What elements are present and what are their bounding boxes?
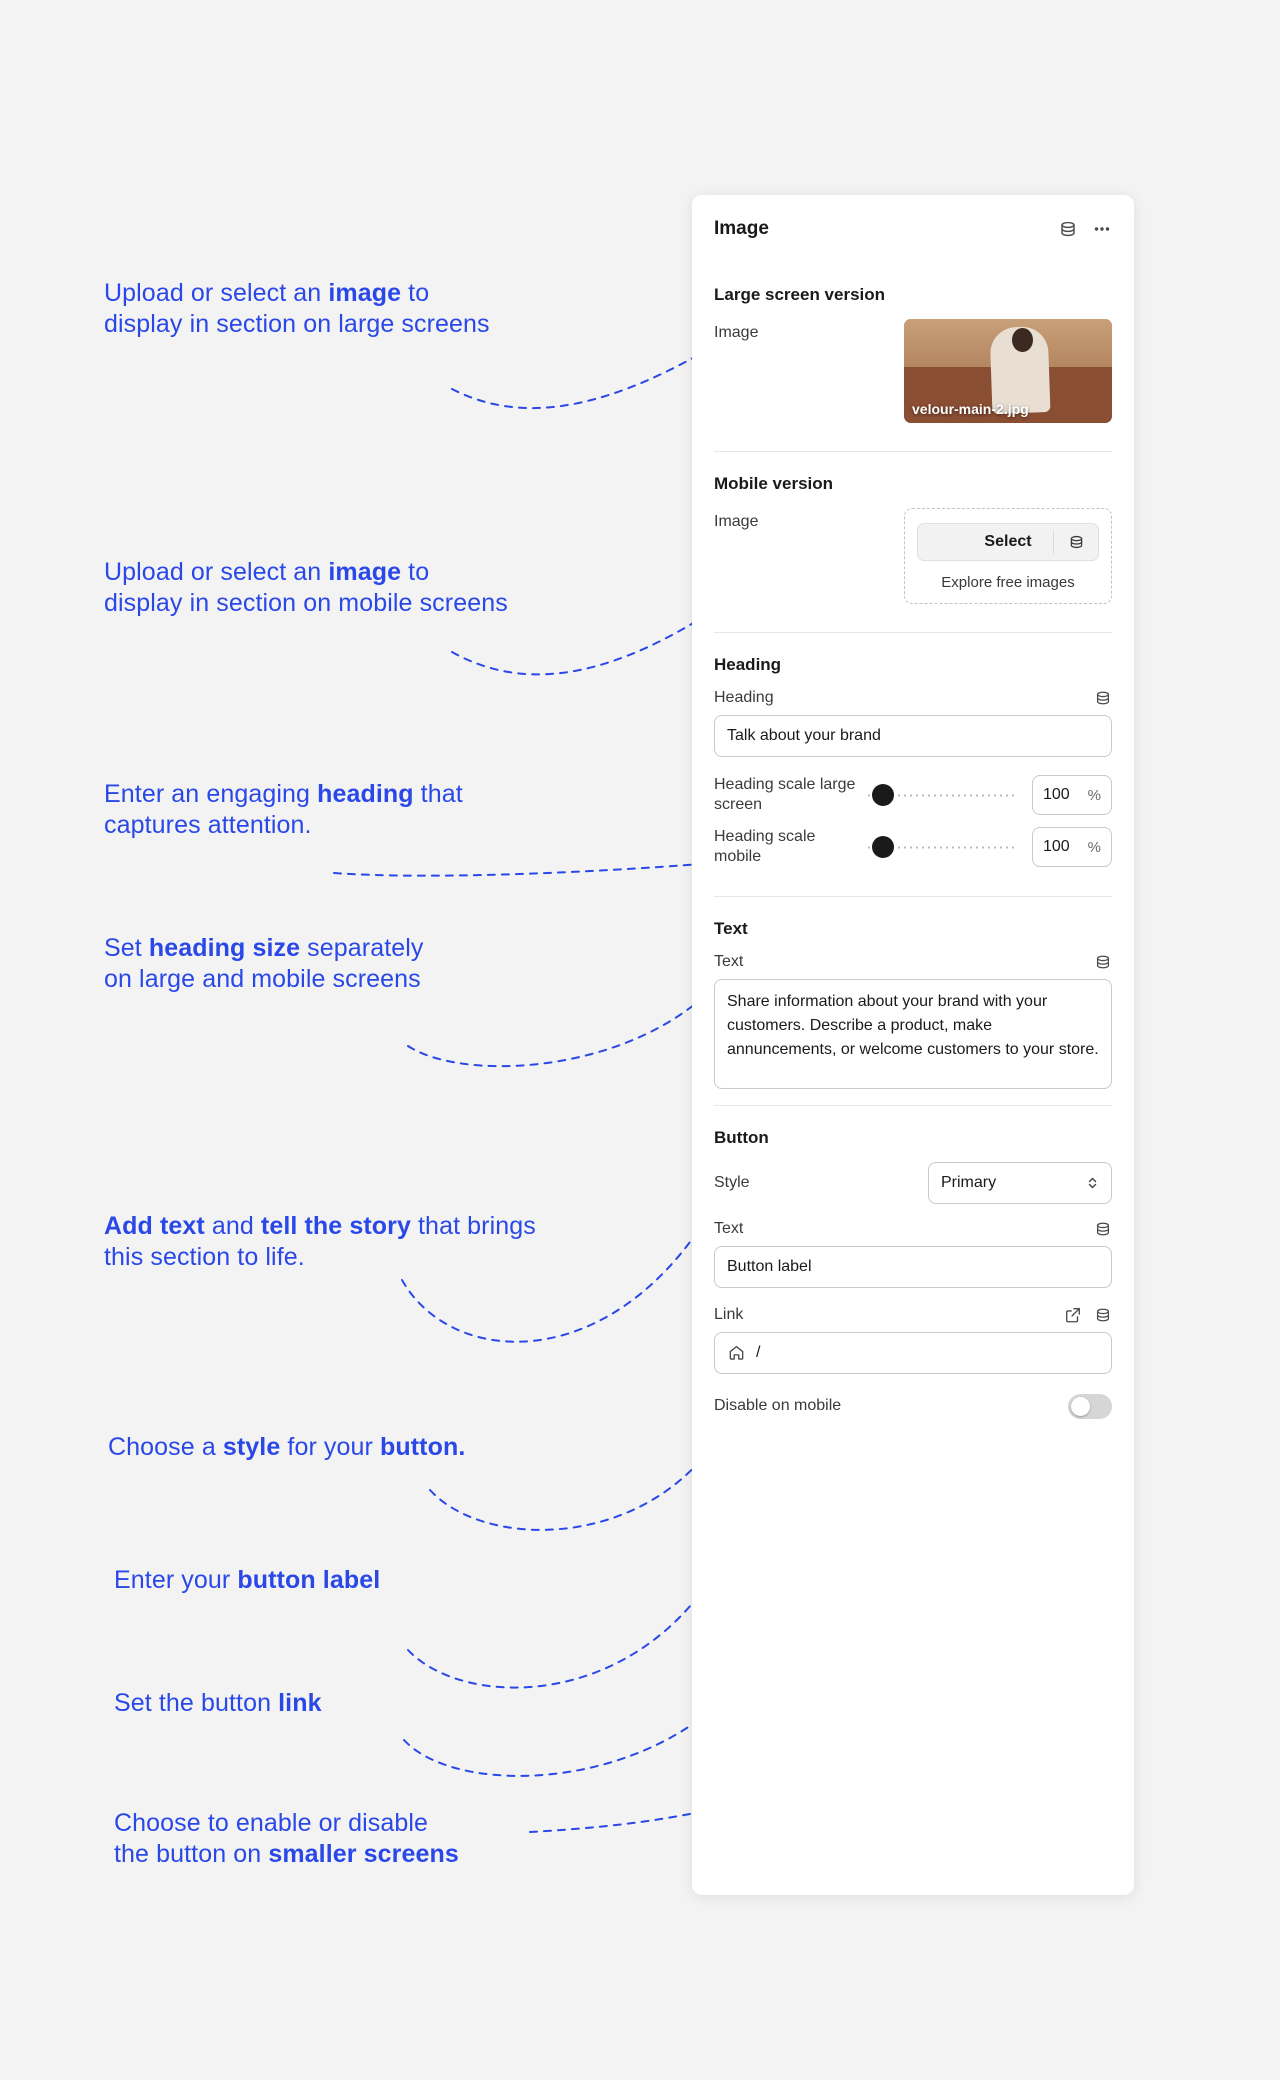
heading-scale-mobile-value[interactable] <box>1032 827 1112 867</box>
button-text-label-row <box>714 1220 1112 1238</box>
scale-large-number: 100 <box>1043 786 1070 804</box>
large-screen-version-label: Large screen version <box>714 285 886 304</box>
text-textarea[interactable]: Share information about your brand with your customers. Describe a product, make annuncements, or welcome customers to your store. <box>714 979 1112 1089</box>
row-heading-scale-large <box>714 775 1112 815</box>
disable-on-mobile-toggle[interactable] <box>1068 1394 1112 1419</box>
database-icon[interactable] <box>1094 689 1112 707</box>
settings-panel <box>692 195 1134 1895</box>
button-link-value: / <box>756 1343 761 1361</box>
database-icon[interactable] <box>1094 1306 1112 1324</box>
row-disable-on-mobile <box>714 1394 1112 1419</box>
heading-section-title: Heading <box>714 655 782 674</box>
database-icon[interactable] <box>1094 1220 1112 1238</box>
image-filename: velour-main-2.jpg <box>912 401 1029 417</box>
button-section-title: Button <box>714 1127 769 1147</box>
image-thumbnail[interactable] <box>904 319 1112 423</box>
mobile-image-field-label: Image <box>714 513 759 530</box>
explore-free-images-link[interactable]: Explore free images <box>941 574 1075 591</box>
annotation-button-link: Set the button link <box>114 1689 322 1717</box>
select-image-button[interactable] <box>917 523 1099 561</box>
section-button <box>714 1105 1112 1439</box>
row-large-image <box>714 319 1112 423</box>
annotation-disable-mobile: Choose to enable or disable the button on smaller screens <box>114 1809 459 1868</box>
button-style-select[interactable] <box>928 1162 1112 1204</box>
home-icon <box>727 1343 746 1362</box>
section-text <box>714 896 1112 1105</box>
text-label-row <box>714 953 1112 971</box>
database-icon[interactable] <box>1058 219 1078 239</box>
row-heading-scale-mobile <box>714 827 1112 867</box>
heading-input[interactable]: Talk about your brand <box>714 715 1112 757</box>
button-link-input[interactable] <box>714 1332 1112 1374</box>
text-section-title: Text <box>714 918 748 938</box>
heading-scale-mobile-slider[interactable] <box>866 837 1018 857</box>
button-style-label: Style <box>714 1173 750 1191</box>
section-image <box>714 263 1112 451</box>
button-link-label: Link <box>714 1305 744 1323</box>
annotation-heading-scale: Set heading size separately on large and mobile screens <box>104 934 424 993</box>
annotation-large-image: Upload or select an image to display in section on large screens <box>104 279 490 338</box>
disable-on-mobile-label: Disable on mobile <box>714 1397 842 1415</box>
heading-scale-large-label: Heading scale large screen <box>714 776 856 814</box>
button-style-value: Primary <box>941 1173 997 1191</box>
button-text-label: Text <box>714 1219 744 1237</box>
database-icon[interactable] <box>1094 953 1112 971</box>
select-button-label: Select <box>984 533 1032 550</box>
mobile-version-label: Mobile version <box>714 474 834 493</box>
heading-label: Heading <box>714 689 774 706</box>
heading-scale-mobile-label: Heading scale mobile <box>714 828 816 866</box>
more-options-icon[interactable] <box>1092 219 1112 239</box>
panel-header <box>692 195 1134 263</box>
section-heading <box>714 632 1112 896</box>
button-link-label-row <box>714 1306 1112 1324</box>
image-field-label: Image <box>714 324 759 341</box>
annotation-heading: Enter an engaging heading that captures attention. <box>104 780 463 839</box>
text-label: Text <box>714 952 744 970</box>
row-button-style <box>714 1162 1112 1204</box>
annotation-mobile-image: Upload or select an image to display in section on mobile screens <box>104 558 508 617</box>
mobile-image-picker <box>904 508 1112 604</box>
external-link-icon[interactable] <box>1064 1306 1082 1324</box>
annotation-text: Add text and tell the story that brings this section to life. <box>104 1212 536 1271</box>
scale-mobile-number: 100 <box>1043 838 1070 856</box>
annotation-button-style: Choose a style for your button. <box>108 1433 466 1461</box>
button-text-input[interactable]: Button label <box>714 1246 1112 1288</box>
percent-unit: % <box>1087 786 1101 804</box>
heading-scale-large-value[interactable] <box>1032 775 1112 815</box>
database-icon[interactable] <box>1068 534 1085 551</box>
section-mobile-image <box>714 451 1112 632</box>
percent-unit: % <box>1087 838 1101 856</box>
row-mobile-image <box>714 508 1112 604</box>
annotation-button-label: Enter your button label <box>114 1566 381 1594</box>
page-title: Image <box>714 218 769 239</box>
chevron-updown-icon <box>1086 1174 1099 1192</box>
heading-label-row <box>714 689 1112 707</box>
heading-scale-large-slider[interactable] <box>866 785 1018 805</box>
